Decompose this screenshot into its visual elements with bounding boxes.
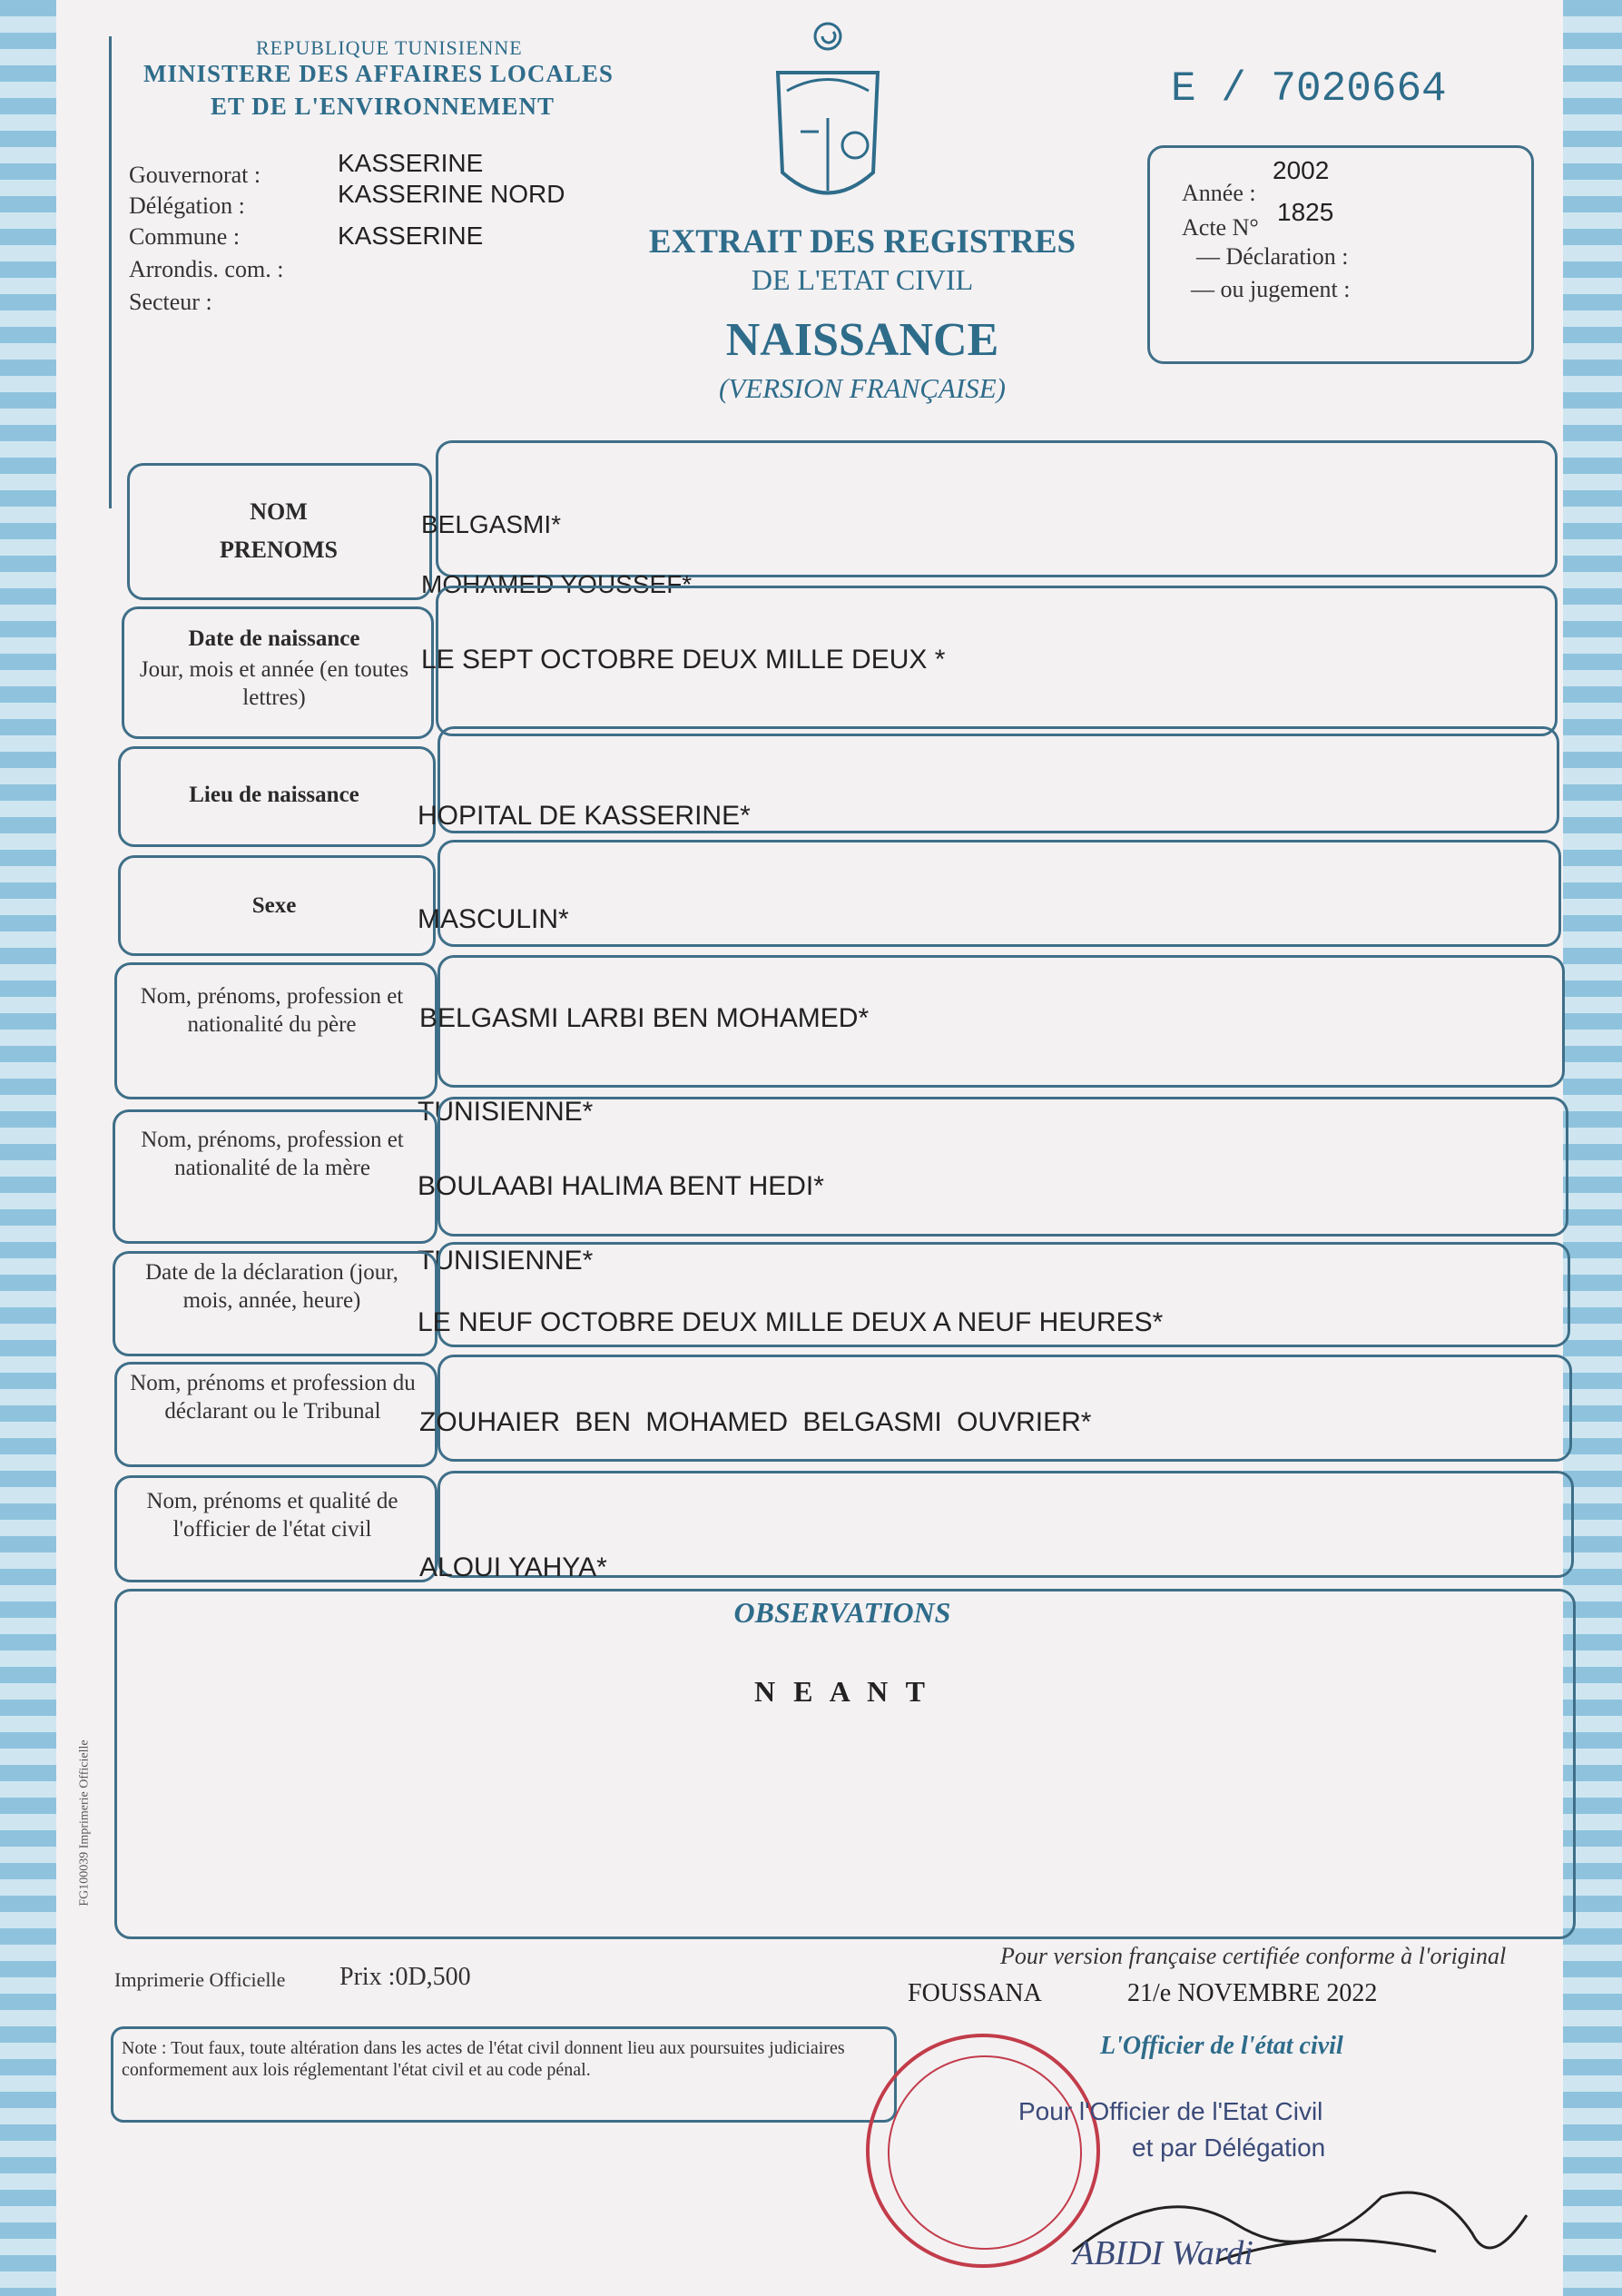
coat-of-arms-icon (764, 18, 891, 209)
secteur-label: Secteur : (129, 289, 212, 315)
nom-value-box (436, 440, 1558, 577)
mere-nationality: TUNISIENNE* (418, 1246, 594, 1276)
gouvernorat-value: KASSERINE (338, 149, 484, 177)
declaration-type-label: — Déclaration : (1196, 243, 1349, 270)
delegation-label: Délégation : (129, 192, 245, 219)
signataire-name: ABIDI Wardi (1073, 2234, 1253, 2272)
republic-label: REPUBLIQUE TUNISIENNE (256, 36, 523, 59)
delegation-line2: et par Délégation (1132, 2133, 1326, 2162)
lieu-value: HOPITAL DE KASSERINE* (418, 801, 751, 831)
title-line2: DE L'ETAT CIVIL (751, 263, 974, 296)
delegation-line1: Pour l'Officier de l'Etat Civil (1018, 2097, 1323, 2125)
arrondis-label: Arrondis. com. : (129, 256, 284, 282)
title-main: NAISSANCE (725, 314, 999, 366)
date-naissance-label: Date de naissance (188, 626, 360, 651)
title-line1: EXTRAIT DES REGISTRES (648, 223, 1076, 261)
date-naissance-value: LE SEPT OCTOBRE DEUX MILLE DEUX * (421, 645, 946, 675)
footer-date: 21/e NOVEMBRE 2022 (1127, 1979, 1378, 2007)
declaration-value: LE NEUF OCTOBRE DEUX MILLE DEUX A NEUF HEURES* (418, 1307, 1164, 1337)
footer-lieu: FOUSSANA (908, 1979, 1042, 2007)
annee-value: 2002 (1273, 156, 1330, 184)
pere-label: Nom, prénoms, profession et nationalité du père (140, 984, 404, 1038)
mere-value-box (437, 1097, 1568, 1237)
acte-label: Acte N° (1182, 214, 1259, 241)
nom-label-box (127, 463, 432, 600)
serial-number: E / 7020664 (1171, 65, 1447, 113)
certifie-note: Pour version française certifiée conforme à l'original (1000, 1943, 1507, 1969)
commune-value: KASSERINE (338, 222, 484, 250)
nom-value: BELGASMI* (421, 510, 562, 538)
side-print: FG100039 Imprimerie Officielle (77, 1739, 92, 1907)
officier-title: L'Officier de l'état civil (1100, 2032, 1343, 2060)
sexe-value: MASCULIN* (418, 904, 569, 934)
delegation-value: KASSERINE NORD (338, 180, 565, 208)
acte-value: 1825 (1277, 198, 1334, 226)
jugement-type-label: — ou jugement : (1191, 276, 1351, 302)
mere-label: Nom, prénoms, profession et nationalité de la mère (141, 1128, 404, 1181)
observations-value: N E A N T (754, 1675, 930, 1708)
prix-label: Prix :0D,500 (339, 1963, 471, 1991)
nom-label: NOM (250, 498, 308, 525)
prenoms-label: PRENOMS (220, 537, 338, 563)
annee-label: Année : (1182, 180, 1256, 206)
officier-value: ALOUI YAHYA* (419, 1552, 607, 1582)
officier-label: Nom, prénoms et qualité de l'officier de l'état civil (146, 1489, 398, 1542)
sexe-label: Sexe (251, 893, 297, 918)
declarant-label: Nom, prénoms et profession du déclarant ou le Tribunal (130, 1371, 416, 1424)
decorative-border-left (0, 0, 64, 2296)
observations-box (114, 1589, 1576, 1939)
mere-value: BOULAABI HALIMA BENT HEDI* (418, 1171, 824, 1201)
declarant-value: ZOUHAIER BEN MOHAMED BELGASMI OUVRIER* (419, 1407, 1092, 1437)
note-text: Note : Tout faux, toute altération dans les actes de l'état civil donnent lieu aux poursuites judiciaires conformement aux lois réglementant l'état civil et au code pénal. (122, 2038, 845, 2080)
ministry-line2: ET DE L'ENVIRONNEMENT (211, 93, 555, 120)
date-naissance-sub: Jour, mois et année (en toutes lettres) (139, 657, 409, 711)
declaration-label: Date de la déclaration (jour, mois, année, heure) (145, 1260, 398, 1314)
observations-title: OBSERVATIONS (733, 1596, 951, 1629)
prenoms-value: MOHAMED YOUSSEF* (421, 570, 693, 598)
lieu-label: Lieu de naissance (189, 783, 359, 807)
header-rule (109, 36, 112, 508)
certificate-paper (56, 0, 1563, 2296)
sexe-value-box (437, 840, 1561, 947)
ministry-line1: MINISTERE DES AFFAIRES LOCALES (143, 60, 614, 87)
commune-label: Commune : (129, 223, 241, 250)
title-version: (VERSION FRANÇAISE) (719, 372, 1006, 404)
officier-value-box (437, 1471, 1574, 1578)
pere-value: BELGASMI LARBI BEN MOHAMED* (419, 1003, 870, 1033)
gouvernorat-label: Gouvernorat : (129, 162, 261, 188)
imprimerie-label: Imprimerie Officielle (114, 1968, 286, 1991)
pere-nationality: TUNISIENNE* (418, 1097, 594, 1127)
